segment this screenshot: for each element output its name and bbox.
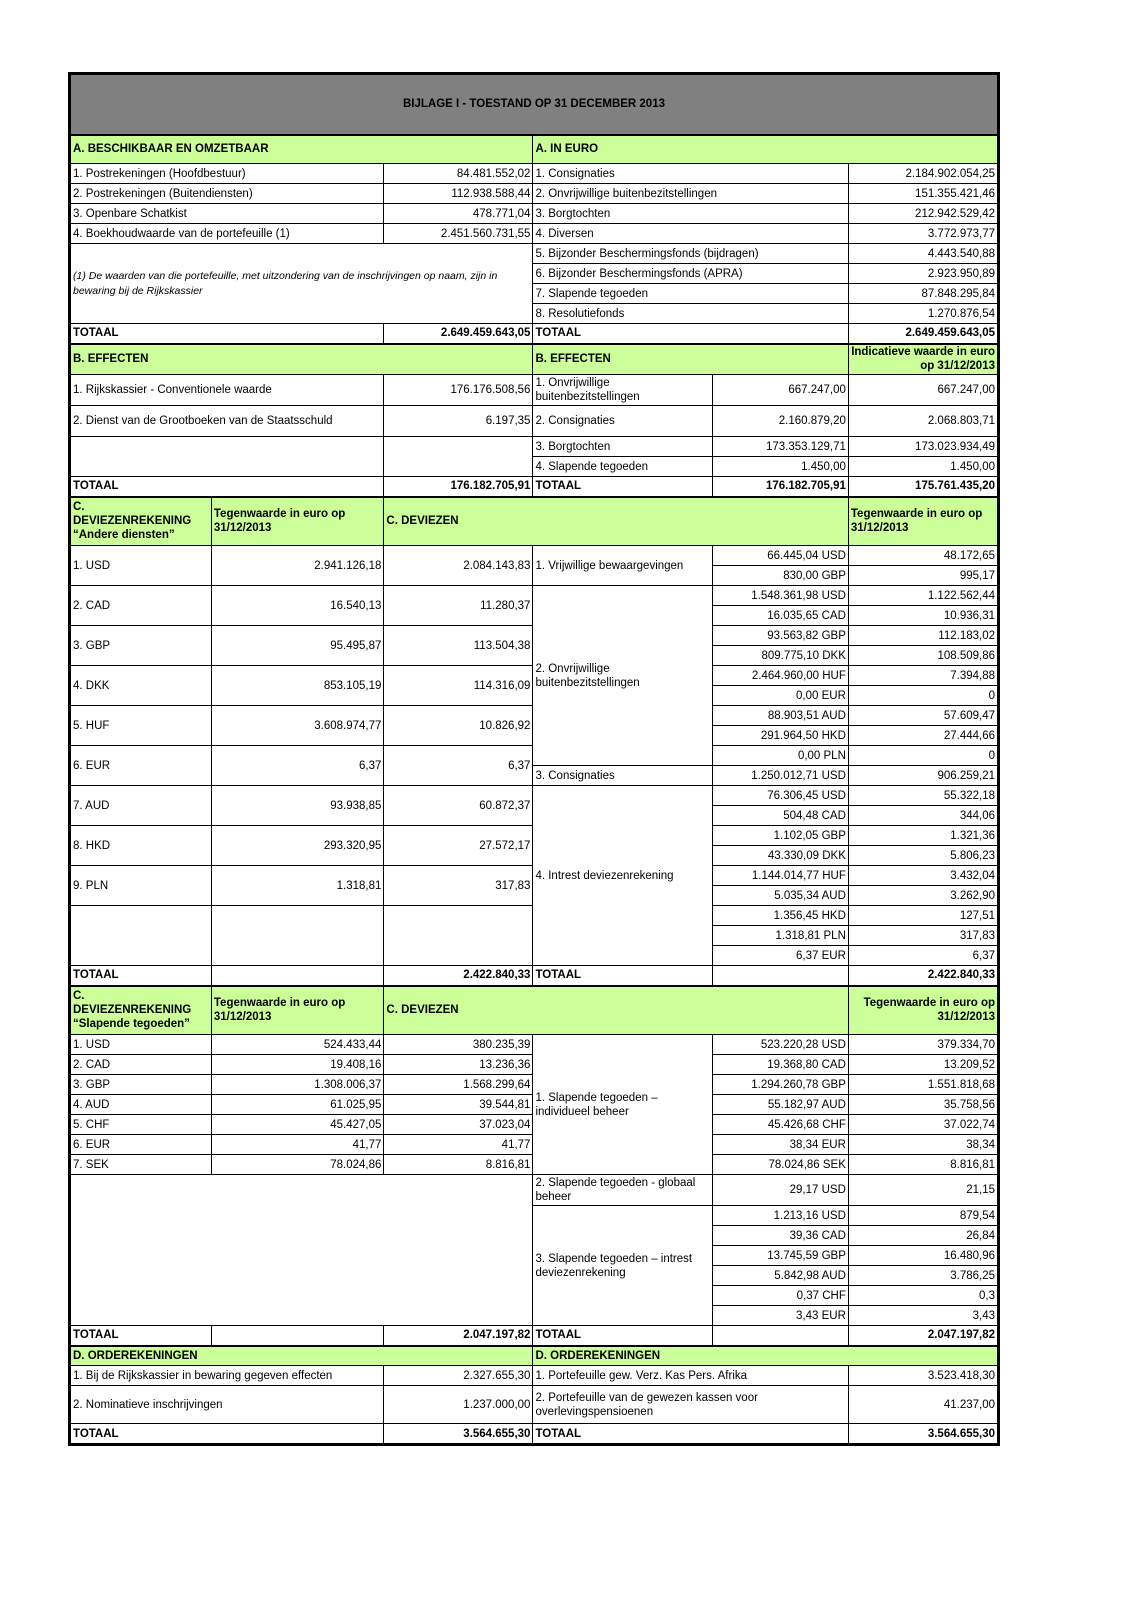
row-euro-value: 2.084.143,83 — [384, 546, 533, 586]
row-value: 41.237,00 — [848, 1386, 997, 1424]
total-value: 2.047.197,82 — [384, 1326, 533, 1346]
row-value: 667.247,00 — [713, 375, 849, 406]
row-amount: 78.024,86 SEK — [713, 1155, 849, 1175]
row-euro-value: 127,51 — [848, 906, 997, 926]
euro-value-header: Tegenwaarde in euro op 31/12/2013 — [211, 986, 384, 1035]
row-amount: 504,48 CAD — [713, 806, 849, 826]
row-indicative-value: 173.023.934,49 — [848, 437, 997, 457]
row-euro-value: 344,06 — [848, 806, 997, 826]
row-amount: 524.433,44 — [211, 1035, 384, 1055]
row-label: 2. CAD — [71, 1055, 212, 1075]
row-amount: 45.427,05 — [211, 1115, 384, 1135]
row-value: 1.270.876,54 — [848, 304, 997, 324]
row-label: 4. Boekhoudwaarde van de portefeuille (1) — [71, 224, 384, 244]
row-amount: 16.035,65 CAD — [713, 606, 849, 626]
table-row — [71, 966, 998, 986]
section-c-header — [71, 986, 212, 1035]
row-euro-value: 112.183,02 — [848, 626, 997, 646]
row-label: 6. Bijzonder Beschermingsfonds (APRA) — [533, 264, 848, 284]
row-label: 5. HUF — [71, 706, 212, 746]
euro-value-header: Tegenwaarde in euro op 31/12/2013 — [848, 497, 997, 546]
row-label: 7. SEK — [71, 1155, 212, 1175]
row-value: 6.197,35 — [384, 406, 533, 437]
row-label: 1. Portefeuille gew. Verz. Kas Pers. Afrika — [533, 1366, 848, 1386]
table-row — [71, 586, 998, 606]
table-row — [71, 1366, 998, 1386]
table-row — [71, 1326, 998, 1346]
row-label: 2. Onvrijwillige buitenbezitstellingen — [533, 184, 848, 204]
table-row — [71, 1035, 998, 1055]
row-amount: 6,37 — [211, 746, 384, 786]
total-label: TOTAAL — [71, 477, 384, 497]
row-euro-value: 13.209,52 — [848, 1055, 997, 1075]
row-euro-value: 35.758,56 — [848, 1095, 997, 1115]
header-line: DEVIEZENREKENING — [73, 515, 192, 528]
row-euro-value: 317,83 — [384, 866, 533, 906]
row-amount: 0,00 EUR — [713, 686, 849, 706]
row-euro-value: 114.316,09 — [384, 666, 533, 706]
row-amount: 88.903,51 AUD — [713, 706, 849, 726]
row-euro-value: 317,83 — [848, 926, 997, 946]
row-euro-value: 879,54 — [848, 1206, 997, 1226]
row-euro-value: 108.509,86 — [848, 646, 997, 666]
row-label: 2. Postrekeningen (Buitendiensten) — [71, 184, 384, 204]
row-label: 2. CAD — [71, 586, 212, 626]
row-euro-value: 7.394,88 — [848, 666, 997, 686]
row-amount: 19.368,80 CAD — [713, 1055, 849, 1075]
euro-value-header: Tegenwaarde in euro op 31/12/2013 — [848, 986, 997, 1035]
row-euro-value: 0 — [848, 686, 997, 706]
row-label: 3. Openbare Schatkist — [71, 204, 384, 224]
row-label: 8. HKD — [71, 826, 212, 866]
row-euro-value: 1.122.562,44 — [848, 586, 997, 606]
row-euro-value: 113.504,38 — [384, 626, 533, 666]
row-euro-value: 57.609,47 — [848, 706, 997, 726]
table-row — [71, 497, 998, 546]
row-amount: 1.102,05 GBP — [713, 826, 849, 846]
row-euro-value: 3,43 — [848, 1306, 997, 1326]
total-value: 176.182.705,91 — [384, 477, 533, 497]
empty-cell — [713, 1326, 849, 1346]
section-a-euro-header: A. IN EURO — [533, 135, 998, 164]
row-value: 112.938.588,44 — [384, 184, 533, 204]
row-label: 3. GBP — [71, 1075, 212, 1095]
table-row — [71, 1346, 998, 1366]
row-label: 4. Diversen — [533, 224, 848, 244]
row-euro-value: 0,3 — [848, 1286, 997, 1306]
empty-cell — [71, 1175, 533, 1326]
row-euro-value: 26,84 — [848, 1226, 997, 1246]
row-label: 7. AUD — [71, 786, 212, 826]
table-row — [71, 164, 998, 184]
row-indicative-value: 2.068.803,71 — [848, 406, 997, 437]
row-euro-value: 5.806,23 — [848, 846, 997, 866]
row-euro-value: 379.334,70 — [848, 1035, 997, 1055]
group-label: 3. Consignaties — [533, 766, 713, 786]
row-amount: 39,36 CAD — [713, 1226, 849, 1246]
section-b-header: B. EFFECTEN — [71, 344, 533, 375]
row-amount: 1.318,81 PLN — [713, 926, 849, 946]
header-line: C. — [73, 990, 85, 1003]
row-label: 2. Nominatieve inschrijvingen — [71, 1386, 384, 1424]
row-euro-value: 55.322,18 — [848, 786, 997, 806]
section-c-deviezen-header: C. DEVIEZEN — [384, 986, 848, 1035]
row-amount: 1.308.006,37 — [211, 1075, 384, 1095]
row-amount: 66.445,04 USD — [713, 546, 849, 566]
euro-value-header: Tegenwaarde in euro op 31/12/2013 — [211, 497, 384, 546]
table-row — [71, 477, 998, 497]
row-euro-value: 1.551.818,68 — [848, 1075, 997, 1095]
row-label: 2. Dienst van de Grootboeken van de Staatsschuld — [71, 406, 384, 437]
total-value: 3.564.655,30 — [384, 1424, 533, 1444]
row-label: 3. Borgtochten — [533, 437, 713, 457]
section-b-effecten-header: B. EFFECTEN — [533, 344, 848, 375]
section-d-header: D. ORDEREKENINGEN — [71, 1346, 533, 1366]
row-indicative-value: 1.450,00 — [848, 457, 997, 477]
balance-sheet — [68, 72, 1000, 1446]
row-euro-value: 1.568.299,64 — [384, 1075, 533, 1095]
row-label: 4. AUD — [71, 1095, 212, 1115]
row-amount: 2.941.126,18 — [211, 546, 384, 586]
row-value: 478.771,04 — [384, 204, 533, 224]
table-row — [71, 986, 998, 1035]
row-amount: 61.025,95 — [211, 1095, 384, 1115]
row-amount: 41,77 — [211, 1135, 384, 1155]
row-euro-value: 10.936,31 — [848, 606, 997, 626]
row-value: 4.443.540,88 — [848, 244, 997, 264]
table-row — [71, 1424, 998, 1444]
row-euro-value: 39.544,81 — [384, 1095, 533, 1115]
row-value: 2.451.560.731,55 — [384, 224, 533, 244]
row-value: 1.450,00 — [713, 457, 849, 477]
table-row — [71, 204, 998, 224]
row-label: 1. USD — [71, 546, 212, 586]
row-label: 1. Postrekeningen (Hoofdbestuur) — [71, 164, 384, 184]
row-amount: 3.608.974,77 — [211, 706, 384, 746]
row-euro-value: 11.280,37 — [384, 586, 533, 626]
row-amount: 0,37 CHF — [713, 1286, 849, 1306]
empty-cell — [211, 906, 384, 966]
table-row — [71, 344, 998, 375]
row-amount: 809.775,10 DKK — [713, 646, 849, 666]
row-euro-value: 38,34 — [848, 1135, 997, 1155]
row-amount: 95.495,87 — [211, 626, 384, 666]
row-amount: 830,00 GBP — [713, 566, 849, 586]
total-label: TOTAAL — [71, 324, 384, 344]
row-amount: 38,34 EUR — [713, 1135, 849, 1155]
row-euro-value: 3.786,25 — [848, 1266, 997, 1286]
row-euro-value: 27.572,17 — [384, 826, 533, 866]
row-value: 176.176.508,56 — [384, 375, 533, 406]
section-a-header: A. BESCHIKBAAR EN OMZETBAAR — [71, 135, 533, 164]
row-amount: 1.144.014,77 HUF — [713, 866, 849, 886]
row-amount: 93.938,85 — [211, 786, 384, 826]
row-amount: 1.250.012,71 USD — [713, 766, 849, 786]
table-row — [71, 406, 998, 437]
total-value: 2.047.197,82 — [848, 1326, 997, 1346]
row-amount: 291.964,50 HKD — [713, 726, 849, 746]
row-label: 5. CHF — [71, 1115, 212, 1135]
table-row — [71, 786, 998, 806]
row-label: 1. Rijkskassier - Conventionele waarde — [71, 375, 384, 406]
balance-table — [70, 74, 998, 1444]
row-euro-value: 3.432,04 — [848, 866, 997, 886]
row-amount: 1.318,81 — [211, 866, 384, 906]
indicative-value-header: Indicatieve waarde in euro op 31/12/2013 — [848, 344, 997, 375]
row-euro-value: 10.826,92 — [384, 706, 533, 746]
row-euro-value: 48.172,65 — [848, 546, 997, 566]
row-amount: 3,43 EUR — [713, 1306, 849, 1326]
total-label: TOTAAL — [533, 324, 848, 344]
row-amount: 43.330,09 DKK — [713, 846, 849, 866]
row-amount: 1.356,45 HKD — [713, 906, 849, 926]
row-euro-value: 37.023,04 — [384, 1115, 533, 1135]
footnote: (1) De waarden van die portefeuille, met uitzondering van de inschrijvingen op naam, zijn in bewaring bij de Rijkskassier — [71, 244, 533, 324]
row-amount: 16.540,13 — [211, 586, 384, 626]
total-label: TOTAAL — [71, 1326, 212, 1346]
total-label: TOTAAL — [533, 1326, 713, 1346]
table-row — [71, 324, 998, 344]
row-amount: 45.426,68 CHF — [713, 1115, 849, 1135]
row-value: 2.327.655,30 — [384, 1366, 533, 1386]
empty-cell — [211, 966, 384, 986]
row-amount: 523.220,28 USD — [713, 1035, 849, 1055]
row-euro-value: 6,37 — [384, 746, 533, 786]
table-row — [71, 546, 998, 566]
row-value: 2.184.902.054,25 — [848, 164, 997, 184]
table-row — [71, 135, 998, 164]
row-label: 2. Portefeuille van de gewezen kassen voor overlevingspensioenen — [533, 1386, 848, 1424]
table-row — [71, 75, 998, 135]
row-euro-value: 1.321,36 — [848, 826, 997, 846]
empty-cell — [384, 437, 533, 477]
row-amount: 13.745,59 GBP — [713, 1246, 849, 1266]
row-euro-value: 27.444,66 — [848, 726, 997, 746]
row-label: 7. Slapende tegoeden — [533, 284, 848, 304]
row-value: 3.772.973,77 — [848, 224, 997, 244]
row-amount: 2.464.960,00 HUF — [713, 666, 849, 686]
row-indicative-value: 667.247,00 — [848, 375, 997, 406]
row-label: 3. GBP — [71, 626, 212, 666]
row-euro-value: 16.480,96 — [848, 1246, 997, 1266]
total-label: TOTAAL — [533, 966, 713, 986]
group-label: 2. Slapende tegoeden - globaal beheer — [533, 1175, 713, 1206]
total-value: 2.422.840,33 — [848, 966, 997, 986]
group-label: 3. Slapende tegoeden – intrest deviezenrekening — [533, 1206, 713, 1326]
row-euro-value: 906.259,21 — [848, 766, 997, 786]
total-label: TOTAAL — [533, 477, 713, 497]
row-label: 9. PLN — [71, 866, 212, 906]
total-label: TOTAAL — [71, 966, 212, 986]
row-value: 2.160.879,20 — [713, 406, 849, 437]
row-amount: 6,37 EUR — [713, 946, 849, 966]
row-value: 84.481.552,02 — [384, 164, 533, 184]
table-row — [71, 184, 998, 204]
row-value: 1.237.000,00 — [384, 1386, 533, 1424]
header-line: “Slapende tegoeden” — [73, 1018, 190, 1031]
table-row — [71, 1175, 998, 1206]
row-amount: 293.320,95 — [211, 826, 384, 866]
row-value: 151.355.421,46 — [848, 184, 997, 204]
row-amount: 76.306,45 USD — [713, 786, 849, 806]
group-label: 1. Slapende tegoeden – individueel beheer — [533, 1035, 713, 1175]
group-label: 1. Vrijwillige bewaargevingen — [533, 546, 713, 586]
total-value: 3.564.655,30 — [848, 1424, 997, 1444]
row-amount: 78.024,86 — [211, 1155, 384, 1175]
row-amount: 0,00 PLN — [713, 746, 849, 766]
row-label: 3. Borgtochten — [533, 204, 848, 224]
table-row — [71, 437, 998, 457]
table-row — [71, 244, 998, 264]
row-amount: 19.408,16 — [211, 1055, 384, 1075]
empty-cell — [211, 1326, 384, 1346]
row-value: 87.848.295,84 — [848, 284, 997, 304]
table-row — [71, 375, 998, 406]
row-label: 1. Consignaties — [533, 164, 848, 184]
row-label: 1. USD — [71, 1035, 212, 1055]
row-euro-value: 380.235,39 — [384, 1035, 533, 1055]
total-label: TOTAAL — [533, 1424, 848, 1444]
total-value: 2.422.840,33 — [384, 966, 533, 986]
table-row — [71, 1386, 998, 1424]
total-value: 176.182.705,91 — [713, 477, 849, 497]
row-label: 1. Onvrijwillige buitenbezitstellingen — [533, 375, 713, 406]
row-euro-value: 37.022,74 — [848, 1115, 997, 1135]
section-c-header — [71, 497, 212, 546]
group-label: 2. Onvrijwillige buitenbezitstellingen — [533, 586, 713, 766]
row-value: 2.923.950,89 — [848, 264, 997, 284]
row-label: 5. Bijzonder Beschermingsfonds (bijdragen) — [533, 244, 848, 264]
header-line: DEVIEZENREKENING — [73, 1004, 192, 1017]
row-value: 212.942.529,42 — [848, 204, 997, 224]
empty-cell — [71, 437, 384, 477]
row-euro-value: 21,15 — [848, 1175, 997, 1206]
row-amount: 1.213,16 USD — [713, 1206, 849, 1226]
row-amount: 1.294.260,78 GBP — [713, 1075, 849, 1095]
row-euro-value: 6,37 — [848, 946, 997, 966]
row-label: 6. EUR — [71, 1135, 212, 1155]
empty-cell — [713, 966, 849, 986]
row-euro-value: 8.816,81 — [384, 1155, 533, 1175]
row-value: 173.353.129,71 — [713, 437, 849, 457]
row-amount: 853.105,19 — [211, 666, 384, 706]
group-label: 4. Intrest deviezenrekening — [533, 786, 713, 966]
table-row — [71, 224, 998, 244]
row-label: 2. Consignaties — [533, 406, 713, 437]
row-euro-value: 60.872,37 — [384, 786, 533, 826]
header-line: “Andere diensten” — [73, 529, 175, 542]
row-euro-value: 3.262,90 — [848, 886, 997, 906]
row-label: 6. EUR — [71, 746, 212, 786]
row-label: 4. Slapende tegoeden — [533, 457, 713, 477]
row-amount: 5.842,98 AUD — [713, 1266, 849, 1286]
row-amount: 29,17 USD — [713, 1175, 849, 1206]
row-euro-value: 995,17 — [848, 566, 997, 586]
row-label: 8. Resolutiefonds — [533, 304, 848, 324]
section-c-deviezen-header: C. DEVIEZEN — [384, 497, 848, 546]
row-amount: 93.563,82 GBP — [713, 626, 849, 646]
row-label: 4. DKK — [71, 666, 212, 706]
total-value: 2.649.459.643,05 — [848, 324, 997, 344]
section-d-orderekeningen-header: D. ORDEREKENINGEN — [533, 1346, 998, 1366]
row-euro-value: 41,77 — [384, 1135, 533, 1155]
empty-cell — [71, 906, 212, 966]
row-value: 3.523.418,30 — [848, 1366, 997, 1386]
row-euro-value: 0 — [848, 746, 997, 766]
row-label: 1. Bij de Rijkskassier in bewaring gegeven effecten — [71, 1366, 384, 1386]
total-value: 175.761.435,20 — [848, 477, 997, 497]
row-amount: 1.548.361,98 USD — [713, 586, 849, 606]
row-amount: 55.182,97 AUD — [713, 1095, 849, 1115]
row-amount: 5.035,34 AUD — [713, 886, 849, 906]
empty-cell — [384, 906, 533, 966]
row-euro-value: 8.816,81 — [848, 1155, 997, 1175]
page-title: BIJLAGE I - TOESTAND OP 31 DECEMBER 2013 — [71, 75, 998, 135]
total-label: TOTAAL — [71, 1424, 384, 1444]
header-line: C. — [73, 501, 85, 514]
row-euro-value: 13.236,36 — [384, 1055, 533, 1075]
total-value: 2.649.459.643,05 — [384, 324, 533, 344]
